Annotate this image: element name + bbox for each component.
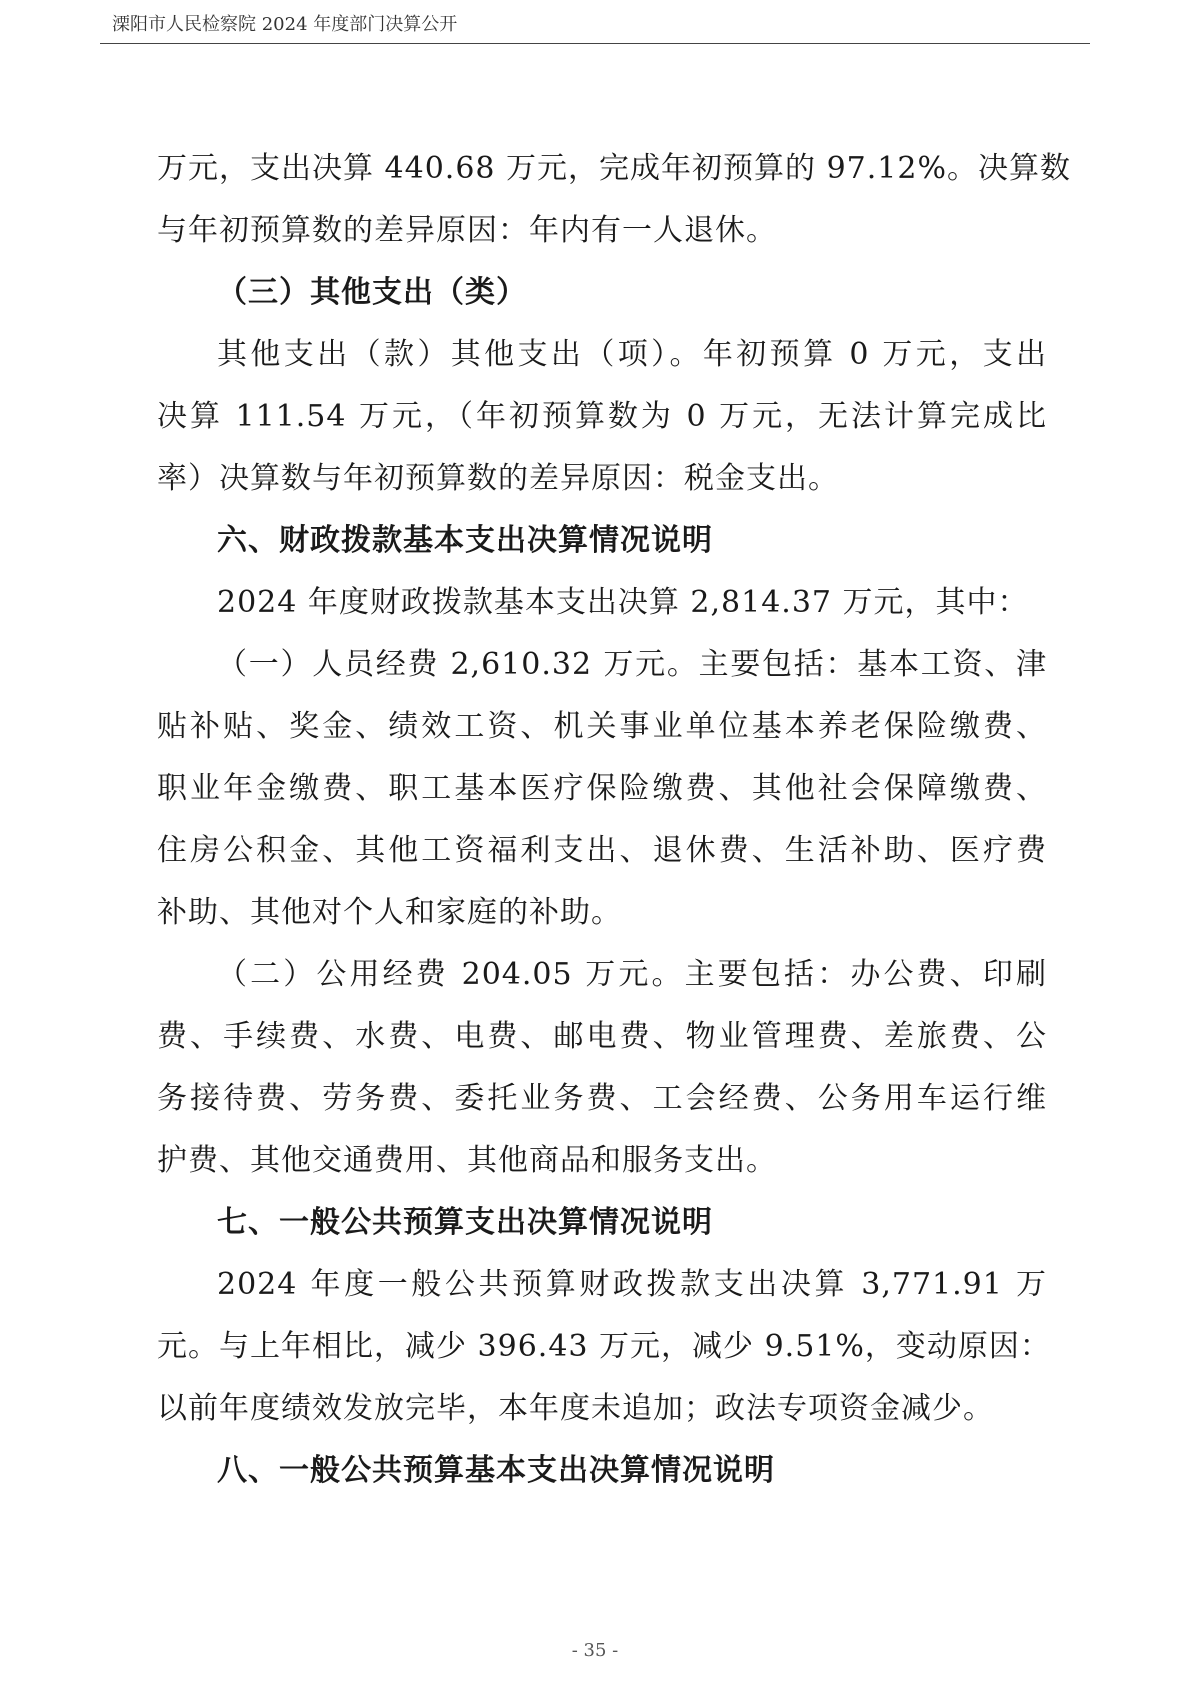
paragraph-line: 职业年金缴费、职工基本医疗保险缴费、其他社会保障缴费、 — [157, 771, 1047, 806]
paragraph-line: 务接待费、劳务费、委托业务费、工会经费、公务用车运行维 — [157, 1081, 1047, 1116]
page-header-title: 溧阳市人民检察院 2024 年度部门决算公开 — [112, 14, 458, 35]
paragraph-line: 护费、其他交通费用、其他商品和服务支出。 — [157, 1143, 777, 1178]
header-divider — [100, 43, 1090, 44]
document-body — [157, 138, 1071, 1502]
paragraph-line: 率）决算数与年初预算数的差异原因：税金支出。 — [157, 461, 839, 496]
paragraph-line: 元。与上年相比，减少 396.43 万元，减少 9.51%，变动原因： — [157, 1329, 1051, 1364]
paragraph-line: （一）人员经费 2,610.32 万元。主要包括：基本工资、津 — [217, 647, 1047, 682]
paragraph-line: 费、手续费、水费、电费、邮电费、物业管理费、差旅费、公 — [157, 1019, 1047, 1054]
paragraph-line: 2024 年度财政拨款基本支出决算 2,814.37 万元，其中： — [217, 585, 1029, 620]
section-heading: 六、财政拨款基本支出决算情况说明 — [217, 523, 713, 558]
paragraph-line: 其他支出（款）其他支出（项）。年初预算 0 万元，支出 — [217, 337, 1047, 372]
section-heading: 八、一般公共预算基本支出决算情况说明 — [217, 1453, 775, 1488]
paragraph-line: 住房公积金、其他工资福利支出、退休费、生活补助、医疗费 — [157, 833, 1047, 868]
paragraph-line: 补助、其他对个人和家庭的补助。 — [157, 895, 622, 930]
section-heading: （三）其他支出（类） — [217, 275, 527, 310]
paragraph-line: 与年初预算数的差异原因：年内有一人退休。 — [157, 213, 777, 248]
paragraph-line: 2024 年度一般公共预算财政拨款支出决算 3,771.91 万 — [217, 1267, 1047, 1302]
page-number: - 35 - — [571, 1640, 619, 1661]
paragraph-line: 以前年度绩效发放完毕，本年度未追加；政法专项资金减少。 — [157, 1391, 994, 1426]
paragraph-line: （二）公用经费 204.05 万元。主要包括：办公费、印刷 — [217, 957, 1047, 992]
paragraph-line: 万元，支出决算 440.68 万元，完成年初预算的 97.12%。决算数 — [157, 151, 1071, 186]
paragraph-line: 贴补贴、奖金、绩效工资、机关事业单位基本养老保险缴费、 — [157, 709, 1047, 744]
section-heading: 七、一般公共预算支出决算情况说明 — [217, 1205, 713, 1240]
paragraph-line: 决算 111.54 万元，（年初预算数为 0 万元，无法计算完成比 — [157, 399, 1047, 434]
